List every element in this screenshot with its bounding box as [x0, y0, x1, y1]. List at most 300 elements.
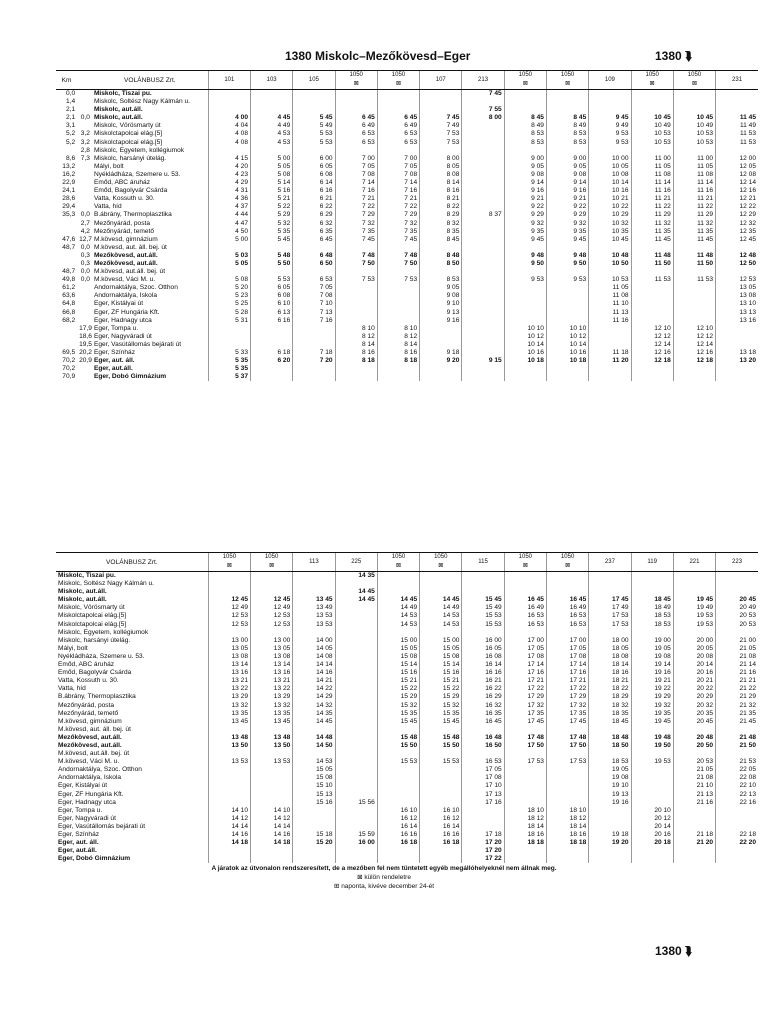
departure-time: 9 21 [504, 195, 546, 203]
departure-time: 13 05 [208, 645, 250, 653]
departure-time [546, 98, 588, 106]
departure-time: 5 49 [293, 122, 335, 130]
departure-time: 11 35 [631, 228, 673, 236]
departure-time: 13 53 [251, 758, 293, 766]
departure-time [546, 309, 588, 317]
stop-name: Eger, aut. áll. [58, 839, 99, 847]
departure-time: 9 22 [504, 203, 546, 211]
departure-time: 17 48 [546, 734, 588, 742]
departure-time: 7 45 [420, 114, 462, 122]
departure-time [716, 365, 758, 373]
km-cell [56, 228, 77, 236]
departure-time: 17 29 [504, 693, 546, 701]
departure-time: 9 48 [504, 252, 546, 260]
departure-time: 19 00 [631, 637, 673, 645]
table-row [56, 90, 758, 99]
departure-time: 11 13 [589, 309, 631, 317]
departure-time [420, 268, 462, 276]
departure-time [462, 98, 504, 106]
departure-time [631, 726, 673, 734]
departure-time: 6 53 [335, 139, 377, 147]
departure-time: 10 16 [504, 349, 546, 357]
stop-name: Miskolctapolcai elág.[5] [93, 130, 163, 138]
departure-time [589, 341, 631, 349]
departure-time: 17 08 [462, 774, 504, 782]
departure-time: 10 53 [631, 130, 673, 138]
table-row [56, 710, 758, 718]
stop-name: M.kövesd, aut. áll. bej. út [58, 725, 131, 733]
departure-time: 18 18 [546, 839, 588, 847]
departure-time [504, 244, 546, 252]
table-row [56, 252, 758, 260]
departure-time: 17 53 [546, 758, 588, 766]
km-cell: 2,1 [65, 106, 76, 114]
departure-time: 16 32 [462, 702, 504, 710]
departure-time: 17 53 [589, 621, 631, 629]
km-cell [56, 260, 77, 268]
departure-time: 14 45 [335, 596, 377, 604]
departure-time: 15 05 [377, 645, 419, 653]
departure-time: 8 45 [546, 114, 588, 122]
departure-time: 7 55 [462, 106, 504, 114]
departure-time: 15 14 [420, 661, 462, 669]
departure-time: 9 16 [546, 187, 588, 195]
departure-time: 11 08 [589, 292, 631, 300]
departure-time [673, 572, 715, 581]
departure-time: 22 05 [716, 766, 758, 774]
table-row [56, 831, 758, 839]
departure-time [462, 815, 504, 823]
departure-time: 8 45 [504, 114, 546, 122]
departure-time: 10 45 [589, 236, 631, 244]
stop-name: Nyékládháza, Szemere u. 53. [58, 652, 145, 660]
departure-time [335, 742, 377, 750]
departure-time: 5 35 [208, 365, 250, 373]
departure-time [631, 855, 673, 863]
km-cell: 3,2 [80, 130, 90, 138]
stop-name: Miskolctapolcai elág.[5] [93, 138, 163, 146]
departure-time [589, 325, 631, 333]
departure-time: 17 00 [504, 637, 546, 645]
departure-time: 7 16 [293, 317, 335, 325]
service-header [631, 553, 673, 572]
service-header [208, 71, 250, 90]
departure-time [377, 774, 419, 782]
departure-time [208, 629, 250, 637]
departure-time: 12 49 [208, 604, 250, 612]
km-cell [77, 284, 92, 292]
departure-time: 10 14 [589, 179, 631, 187]
stop-name: Eger, Hadnagy utca [93, 316, 152, 324]
departure-time [546, 147, 588, 155]
departure-time: 4 29 [208, 179, 250, 187]
departure-time: 8 32 [420, 220, 462, 228]
departure-time: 21 22 [716, 685, 758, 693]
departure-time [377, 855, 419, 863]
departure-time: 15 21 [420, 677, 462, 685]
departure-time: 13 53 [208, 758, 250, 766]
departure-time [420, 766, 462, 774]
departure-time: 13 08 [251, 653, 293, 661]
departure-time: 14 53 [377, 621, 419, 629]
departure-time: 21 29 [716, 693, 758, 701]
stop-name: Eger, Hadnagy utca [58, 798, 116, 806]
departure-time [546, 782, 588, 790]
departure-time: 10 32 [589, 220, 631, 228]
departure-time: 19 14 [631, 661, 673, 669]
departure-time: 17 08 [504, 653, 546, 661]
departure-time [716, 333, 758, 341]
departure-time: 6 49 [377, 122, 419, 130]
departure-time [420, 365, 462, 373]
departure-time [335, 702, 377, 710]
departure-time: 16 49 [504, 604, 546, 612]
stop-name: Mezőnyárád, posta [93, 219, 151, 227]
stop-name: Nyékládháza, Szemere u. 53. [93, 170, 181, 178]
departure-time [546, 766, 588, 774]
departure-time: 11 16 [631, 187, 673, 195]
service-header [589, 71, 631, 90]
stop-name: Andornaktálya, Szoc. Otthon [93, 284, 178, 292]
departure-time: 21 00 [716, 637, 758, 645]
km-cell: 35,3 [62, 211, 76, 219]
departure-time: 19 08 [589, 774, 631, 782]
departure-time [420, 341, 462, 349]
departure-time [462, 300, 504, 308]
table-row [56, 774, 758, 782]
departure-time: 10 12 [504, 333, 546, 341]
departure-time: 16 29 [462, 693, 504, 701]
departure-time [504, 588, 546, 596]
departure-time: 6 22 [293, 203, 335, 211]
departure-time: 11 53 [673, 276, 715, 284]
departure-time: 15 05 [293, 766, 335, 774]
table-row [56, 677, 758, 685]
departure-time [716, 750, 758, 758]
departure-time [420, 373, 462, 381]
departure-time: 5 53 [293, 130, 335, 138]
departure-time: 22 20 [716, 839, 758, 847]
departure-time [335, 693, 377, 701]
departure-time [335, 300, 377, 308]
departure-time [377, 750, 419, 758]
departure-time [251, 325, 293, 333]
km-cell: 48,7 [62, 243, 76, 251]
departure-time [589, 815, 631, 823]
stop-name: Eger, Színház [93, 349, 135, 356]
departure-time: 15 35 [420, 710, 462, 718]
departure-time [251, 98, 293, 106]
departure-time: 14 00 [293, 637, 335, 645]
departure-time [208, 580, 250, 588]
departure-time: 20 50 [673, 742, 715, 750]
departure-time: 7 53 [335, 276, 377, 284]
departure-time: 7 29 [335, 211, 377, 219]
departure-time: 18 16 [504, 831, 546, 839]
departure-time [462, 228, 504, 236]
departure-time [589, 268, 631, 276]
departure-time [462, 349, 504, 357]
departure-time: 8 53 [546, 139, 588, 147]
departure-time [716, 325, 758, 333]
departure-time [504, 855, 546, 863]
departure-time [293, 847, 335, 855]
table-row [56, 349, 758, 357]
departure-time: 7 18 [293, 349, 335, 357]
departure-time: 17 20 [462, 847, 504, 855]
departure-time: 9 00 [546, 155, 588, 163]
departure-time [462, 341, 504, 349]
departure-time: 9 48 [546, 252, 588, 260]
departure-time: 14 21 [293, 677, 335, 685]
departure-time [335, 855, 377, 863]
departure-time [546, 588, 588, 596]
departure-time [546, 580, 588, 588]
departure-time: 6 50 [293, 260, 335, 268]
departure-time: 15 50 [377, 742, 419, 750]
departure-time: 16 00 [335, 839, 377, 847]
stop-name: Emőd, Bagolyvár Csárda [93, 187, 168, 195]
departure-time [335, 750, 377, 758]
stop-name: Eger, Vasútállomás bejárati út [58, 822, 146, 830]
departure-time: 11 45 [631, 236, 673, 244]
departure-time: 18 22 [589, 685, 631, 693]
departure-time: 12 18 [673, 357, 715, 365]
departure-time [335, 645, 377, 653]
departure-time: 5 37 [208, 373, 250, 381]
departure-time: 7 10 [293, 300, 335, 308]
departure-time: 8 16 [377, 349, 419, 357]
departure-time [251, 855, 293, 863]
departure-time: 7 35 [335, 228, 377, 236]
departure-time: 6 21 [293, 195, 335, 203]
departure-time: 19 35 [631, 710, 673, 718]
departure-time: 16 18 [420, 839, 462, 847]
km-cell [77, 203, 92, 211]
km-cell: 20,2 [79, 349, 92, 356]
departure-time: 7 08 [293, 292, 335, 300]
departure-time [673, 750, 715, 758]
stop-name: Mezőnyárád, temető [58, 709, 119, 717]
departure-time: 14 53 [420, 621, 462, 629]
departure-time [546, 106, 588, 114]
service-header [335, 71, 377, 90]
departure-time: 15 08 [293, 774, 335, 782]
departure-time: 6 08 [293, 171, 335, 179]
km-cell: 2,8 [80, 146, 90, 154]
departure-time: 7 05 [293, 284, 335, 292]
departure-time [462, 284, 504, 292]
departure-time: 19 45 [631, 718, 673, 726]
departure-time: 20 53 [673, 758, 715, 766]
departure-time: 22 08 [716, 774, 758, 782]
departure-time [504, 106, 546, 114]
departure-time [462, 179, 504, 187]
special-order-icon: ⊠ [522, 81, 528, 87]
departure-time [335, 661, 377, 669]
departure-time [673, 726, 715, 734]
departure-time [335, 734, 377, 742]
departure-time [377, 629, 419, 637]
service-header [546, 71, 588, 90]
departure-time: 15 16 [377, 669, 419, 677]
departure-time: 16 50 [462, 742, 504, 750]
departure-time: 9 29 [546, 211, 588, 219]
departure-time [462, 195, 504, 203]
service-header [208, 553, 250, 572]
departure-time: 17 14 [504, 661, 546, 669]
departure-time: 21 50 [716, 742, 758, 750]
table-row [56, 155, 758, 163]
departure-time: 11 14 [673, 179, 715, 187]
departure-time [251, 750, 293, 758]
departure-time: 10 12 [546, 333, 588, 341]
departure-time [293, 588, 335, 596]
departure-time: 4 23 [208, 171, 250, 179]
departure-time [293, 90, 335, 99]
stop-name: Eger, aut.áll. [58, 847, 97, 855]
departure-time [631, 847, 673, 855]
departure-time: 19 10 [589, 782, 631, 790]
departure-time [462, 252, 504, 260]
departure-time: 13 08 [208, 653, 250, 661]
table-row [56, 645, 758, 653]
departure-time: 10 14 [546, 341, 588, 349]
km-cell: 69,5 [62, 349, 76, 356]
departure-time: 5 50 [251, 260, 293, 268]
departure-time [377, 90, 419, 99]
departure-time [546, 292, 588, 300]
departure-time [377, 300, 419, 308]
departure-time: 12 21 [716, 195, 758, 203]
departure-time: 9 00 [504, 155, 546, 163]
departure-time: 18 12 [546, 815, 588, 823]
departure-time: 7 16 [377, 187, 419, 195]
stop-name: Miskolc, Egyetem, kollégiumok [58, 628, 149, 636]
departure-time: 17 53 [504, 758, 546, 766]
departure-time [420, 629, 462, 637]
stop-name: Andornaktálya, Iskola [58, 774, 122, 782]
departure-time: 9 10 [420, 300, 462, 308]
km-cell: 48,7 [62, 268, 76, 276]
service-number: 1050 [434, 554, 448, 560]
departure-time: 16 10 [420, 807, 462, 815]
departure-time: 13 50 [251, 742, 293, 750]
departure-time: 4 53 [251, 139, 293, 147]
departure-time: 21 21 [716, 677, 758, 685]
stop-name: Eger, Színház [58, 831, 100, 838]
departure-time: 14 35 [293, 710, 335, 718]
stop-name: Mályi, bolt [93, 162, 124, 170]
stop-name: Mezőkövesd, aut.áll. [93, 259, 158, 267]
departure-time [293, 855, 335, 863]
departure-time: 9 29 [504, 211, 546, 219]
departure-time: 6 00 [293, 155, 335, 163]
departure-time: 10 35 [589, 228, 631, 236]
service-number: 1050 [560, 72, 575, 78]
departure-time: 7 35 [377, 228, 419, 236]
departure-time [462, 750, 504, 758]
departure-time [293, 823, 335, 831]
departure-time: 21 18 [673, 831, 715, 839]
departure-time: 9 21 [546, 195, 588, 203]
departure-time: 13 49 [293, 604, 335, 612]
departure-time: 9 05 [420, 284, 462, 292]
departure-time: 13 05 [251, 645, 293, 653]
departure-time: 10 18 [546, 357, 588, 365]
departure-time: 8 29 [420, 211, 462, 219]
service-number: 221 [689, 558, 700, 565]
departure-time [631, 629, 673, 637]
table-row [56, 244, 758, 252]
departure-time: 21 05 [716, 645, 758, 653]
stop-name: Miskolc, Egyetem, kollégiumok [93, 146, 185, 154]
departure-time: 14 08 [293, 653, 335, 661]
km-cell: 49,8 [62, 276, 76, 284]
departure-time: 9 49 [589, 122, 631, 130]
departure-time [251, 799, 293, 807]
departure-time: 20 45 [673, 718, 715, 726]
departure-time [335, 268, 377, 276]
departure-time: 10 05 [589, 163, 631, 171]
departure-time: 11 10 [589, 300, 631, 308]
departure-time [673, 98, 715, 106]
departure-time [293, 815, 335, 823]
departure-time: 7 53 [420, 139, 462, 147]
departure-time: 6 35 [293, 228, 335, 236]
departure-time [504, 726, 546, 734]
departure-time: 15 32 [420, 702, 462, 710]
km-cell: 0,0 [65, 90, 76, 97]
departure-time [251, 782, 293, 790]
departure-time: 12 16 [716, 187, 758, 195]
departure-time: 19 18 [589, 831, 631, 839]
departure-time: 9 14 [504, 179, 546, 187]
departure-time: 10 00 [589, 155, 631, 163]
departure-time: 4 36 [208, 195, 250, 203]
km-cell: 0,3 [80, 251, 90, 259]
departure-time [208, 572, 250, 581]
departure-time: 9 45 [504, 236, 546, 244]
departure-time [335, 106, 377, 114]
special-order-icon: ⊠ [649, 81, 655, 87]
departure-time [335, 637, 377, 645]
departure-time: 11 14 [631, 179, 673, 187]
departure-time [335, 774, 377, 782]
departure-time: 16 00 [462, 637, 504, 645]
departure-time: 11 08 [631, 171, 673, 179]
departure-time: 13 32 [251, 702, 293, 710]
departure-time: 10 21 [589, 195, 631, 203]
departure-time: 10 22 [589, 203, 631, 211]
departure-time: 11 08 [673, 171, 715, 179]
departure-time [631, 766, 673, 774]
service-number: 115 [478, 558, 488, 565]
departure-time [377, 766, 419, 774]
departure-time [673, 106, 715, 114]
departure-time: 21 32 [716, 702, 758, 710]
departure-time: 11 00 [631, 155, 673, 163]
service-header [251, 553, 293, 572]
departure-time: 17 22 [504, 685, 546, 693]
departure-time: 9 50 [546, 260, 588, 268]
stop-name: Eger, Dobó Gimnázium [93, 373, 167, 381]
stop-name: Mezőkövesd, aut.áll. [93, 251, 158, 259]
departure-time: 7 32 [335, 220, 377, 228]
service-header [293, 71, 335, 90]
departure-time [462, 203, 504, 211]
departure-time: 18 14 [589, 661, 631, 669]
